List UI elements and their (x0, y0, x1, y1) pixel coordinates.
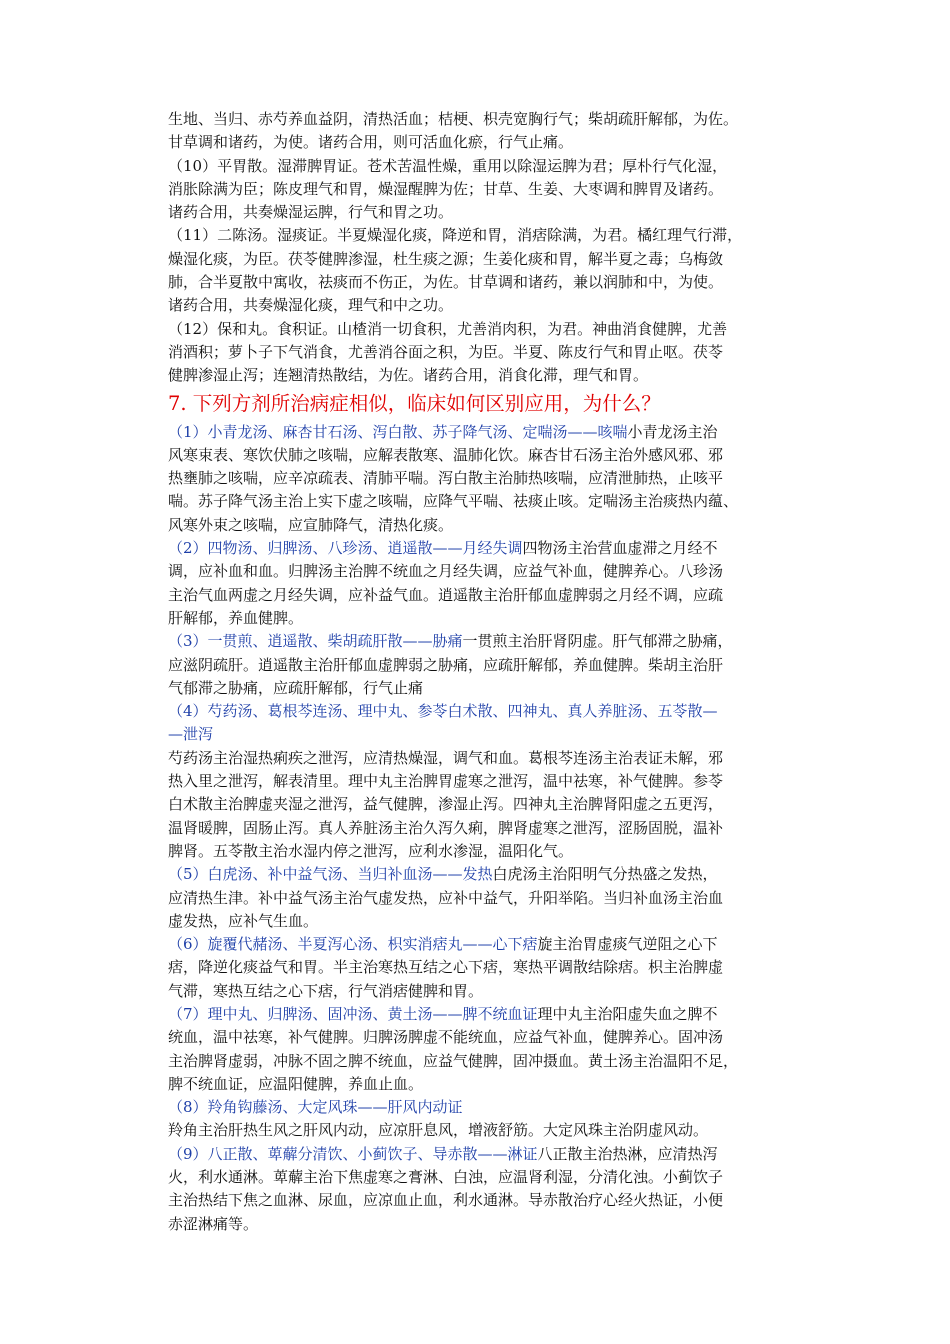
paragraph-er-chen-tang: （11）二陈汤。湿痰证。半夏燥湿化痰，降逆和胃，消痞除满，为君。橘红理气行滞， 燥湿化痰，为臣。茯苓健脾渗湿，杜生痰之源；生姜化痰和胃，解半夏之毒；乌梅敛 肺，合半夏散中寓收，祛痰而不伤正，为佐。甘草调和诸药，兼以润肺和中，为使。 诸药合用，共奏燥湿化痰，理气和中之功。 (168, 226, 743, 315)
section-title: （8）羚角钩藤汤、大定风珠——肝风内动证 (168, 1098, 463, 1117)
paragraph-ping-wei-san: （10）平胃散。湿滞脾胃证。苍术苦温性燥，重用以除湿运脾为君；厚朴行气化湿， 消胀除满为臣；陈皮理气和胃，燥湿醒脾为佐；甘草、生姜、大枣调和脾胃及诸药。 诸药合用，共奏燥湿运脾，行气和胃之功。 (168, 156, 728, 222)
section-stranguria (168, 1143, 808, 1236)
section-body: 白虎汤主治阳明气分热盛之发热， 应清热生津。补中益气汤主治气虚发热，应补中益气，升阳举陷。当归补血汤主治血 虚发热，应补气生血。 (168, 865, 724, 930)
section-hypochondriac-pain (168, 630, 808, 700)
section-fever (168, 863, 808, 933)
section-body: 小青龙汤主治 风寒束表、寒饮伏肺之咳喘，应解表散寒、温肺化饮。麻杏甘石汤主治外感风邪、邪 热壅肺之咳喘，应辛凉疏表、清肺平喘。泻白散主治肺热咳喘，应清泄肺热，止咳平 喘。苏子降气汤主治上实下虚之咳喘，应降气平喘、祛痰止咳。定喘汤主治痰热内蕴、 风寒外束之咳喘，应宣肺降气，清热化痰。 (168, 422, 739, 534)
section-liver-wind (168, 1096, 808, 1143)
section-menstrual (168, 537, 808, 630)
paragraph-continuation: 生地、当归、赤芍养血益阴，清热活血；桔梗、枳壳宽胸行气；柴胡疏肝解郁，为佐。 甘草调和诸药，为使。诸药合用，则可活血化瘀，行气止痛。 (168, 110, 739, 152)
section-body: 四物汤主治营血虚滞之月经不 调，应补血和血。归脾汤主治脾不统血之月经失调，应益气补血，健脾养心。八珍汤 主治气血两虚之月经失调，应补益气血。逍遥散主治肝郁血虚脾弱之月经不调，应疏 肝解郁，养血健脾。 (168, 539, 724, 627)
section-body: 羚角主治肝热生风之肝风内动，应凉肝息风，增液舒筋。大定风珠主治阴虚风动。 (168, 1121, 709, 1140)
section-body: 旋主治胃虚痰气逆阻之心下 痞，降逆化痰益气和胃。半主治寒热互结之心下痞，寒热平调散结除痞。枳主治脾虚 气滞，寒热互结之心下痞，行气消痞健脾和胃。 (168, 935, 724, 1000)
section-title: （3）一贯煎、逍遥散、柴胡疏肝散——胁痛 (168, 632, 463, 651)
section-title: （5）白虎汤、补中益气汤、当归补血汤——发热 (168, 865, 493, 884)
section-title: （7）理中丸、归脾汤、固冲汤、黄土汤——脾不统血证 (168, 1004, 538, 1023)
paragraph-bao-he-wan: （12）保和丸。食积证。山楂消一切食积，尤善消肉积，为君。神曲消食健脾，尤善 消酒积；萝卜子下气消食，尤善消谷面之积，为臣。半夏、陈皮行气和胃止呕。茯苓 健脾渗湿止泻；连翘清热散结，为佐。诸药合用，消食化滞，理气和胃。 (168, 319, 728, 385)
section-body: 芍药汤主治湿热痢疾之泄泻，应清热燥湿，调气和血。葛根芩连汤主治表证未解，邪 热入里之泄泻，解表清里。理中丸主治脾胃虚寒之泄泻，温中祛寒，补气健脾。参苓 白术散主治脾虚夹湿之泄泻，益气健脾，渗湿止泻。四神丸主治脾肾阳虚之五更泻， 温肾暖脾，固肠止泻。真人养脏汤主治久泻久痢，脾肾虚寒之泄泻，涩肠固脱，温补 脾肾。五苓散主治水湿内停之泄泻，应利水渗湿，温阳化气。 (168, 748, 724, 860)
section-spleen-blood (168, 1003, 808, 1096)
section-cough-asthma (168, 421, 808, 537)
section-title: （6）旋覆代赭汤、半夏泻心汤、枳实消痞丸——心下痞 (168, 935, 538, 954)
section-title: （9）八正散、萆薢分清饮、小蓟饮子、导赤散——淋证 (168, 1144, 538, 1163)
question-heading: 7. 下列方剂所治病症相似，临床如何区别应用，为什么？ (168, 391, 661, 415)
section-epigastric-fullness (168, 933, 808, 1003)
section-title: （2）四物汤、归脾汤、八珍汤、逍遥散——月经失调 (168, 539, 523, 558)
section-title: （4）芍药汤、葛根芩连汤、理中丸、参苓白术散、四神丸、真人养脏汤、五苓散— —泄泻 (168, 702, 718, 744)
section-body: 八正散主治热淋，应清热泻 火，利水通淋。萆薢主治下焦虚寒之膏淋、白浊，应温肾利湿，分清化浊。小蓟饮子 主治热结下焦之血淋、尿血，应凉血止血，利水通淋。导赤散治疗心经火热证，小便 赤涩淋痛等。 (168, 1144, 724, 1233)
document-page (168, 108, 808, 1236)
section-title: （1）小青龙汤、麻杏甘石汤、泻白散、苏子降气汤、定喘汤——咳喘 (168, 422, 628, 441)
section-body: 一贯煎主治肝肾阴虚。肝气郁滞之胁痛， 应滋阴疏肝。逍遥散主治肝郁血虚脾弱之胁痛，应疏肝解郁，养血健脾。柴胡主治肝 气郁滞之胁痛，应疏肝解郁，行气止痛 (168, 632, 733, 697)
section-diarrhea (168, 700, 808, 863)
section-body: 理中丸主治阳虚失血之脾不 统血，温中祛寒，补气健脾。归脾汤脾虚不能统血，应益气补血，健脾养心。固冲汤 主治脾肾虚弱，冲脉不固之脾不统血，应益气健脾，固冲摄血。黄土汤主治温阳不足， 脾不统血证，应温阳健脾，养血止血。 (168, 1004, 739, 1093)
